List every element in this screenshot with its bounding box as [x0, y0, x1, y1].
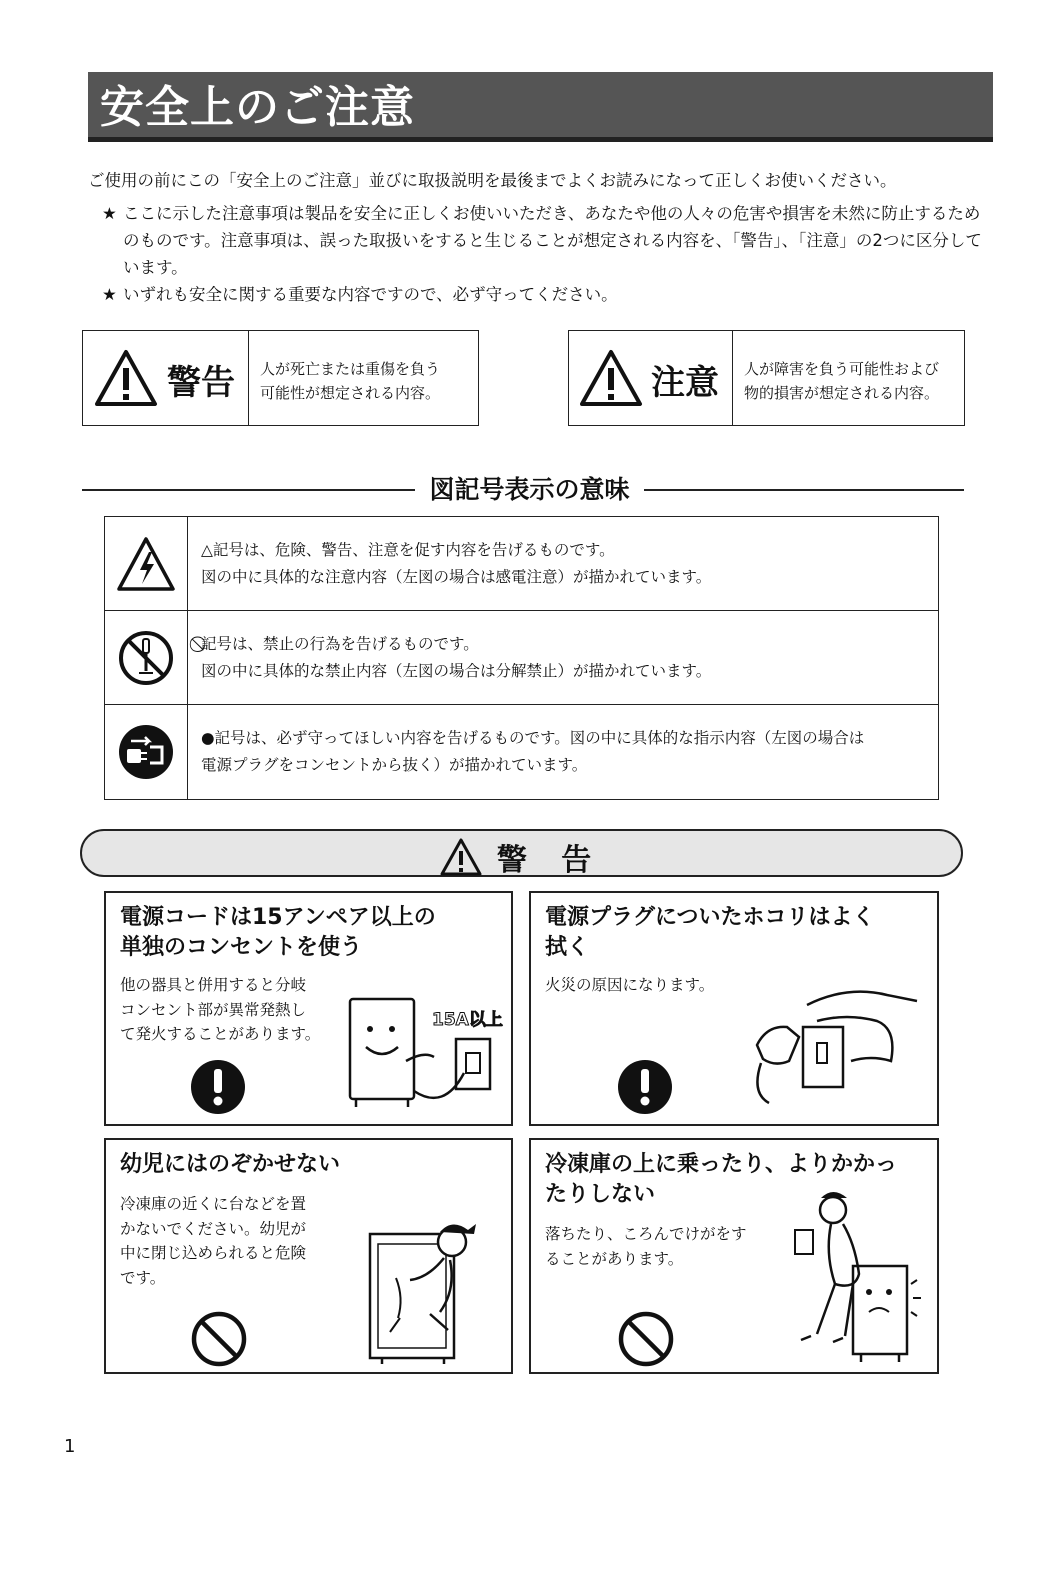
card-title: 幼児にはのぞかせない: [120, 1152, 341, 1177]
legend-caution-desc: 人が障害を負う可能性および: [744, 360, 940, 378]
warning-triangle-icon: [440, 838, 482, 876]
leaning-person-illustration: [771, 1188, 931, 1368]
card-body-line: です。: [120, 1268, 166, 1287]
star-icon: ★: [102, 285, 117, 304]
illustration-label: 15A以上: [432, 1010, 503, 1030]
card-title: 単独のコンセントを使う: [120, 935, 363, 960]
symbol-description: 図の中に具体的な注意内容（左図の場合は感電注意）が描かれています。: [201, 568, 712, 586]
card-body-line: かないでください。幼児が: [120, 1219, 307, 1238]
intro-text: ご使用の前にこの「安全上のご注意」並びに取扱説明を最後までよくお読みになって正しくお使いください。: [88, 171, 897, 190]
card-title: たりしない: [545, 1182, 656, 1207]
legend-caution: [568, 330, 965, 426]
warning-triangle-icon: [94, 349, 158, 407]
card-body-line: 他の器具と併用すると分岐: [120, 976, 307, 994]
warning-card: [529, 1138, 939, 1374]
card-title: 電源コードは15アンペア以上の: [120, 905, 436, 930]
table-row: [105, 611, 938, 705]
legend-warning-desc: 人が死亡または重傷を負う: [260, 360, 441, 378]
card-body-line: 落ちたり、ころんでけがをす: [545, 1225, 747, 1243]
warning-banner: [80, 829, 963, 877]
mandatory-icon: [617, 1059, 673, 1115]
symbol-description: △記号は、危険、警告、注意を促す内容を告げるものです。: [201, 541, 615, 559]
bullet-text: ここに示した注意事項は製品を安全に正しくお使いいただき、あなたや他の人々の危害や損害を未然に防止するためのものです。注意事項は、誤った取扱いをすると生じることが想定される内容を、「警告」、「注意」の2つに区分しています。: [123, 204, 982, 277]
card-body-line: コンセント部が異常発熱し: [120, 1000, 307, 1019]
card-title: 冷凍庫の上に乗ったり、よりかかっ: [545, 1152, 898, 1177]
legend-warning-desc: 可能性が想定される内容。: [260, 384, 441, 402]
section-title: 図記号表示の意味: [0, 472, 1059, 508]
card-body-line: て発火することがあります。: [120, 1025, 321, 1043]
table-row: [105, 705, 938, 799]
star-icon: ★: [102, 204, 117, 223]
child-freezer-illustration: [360, 1218, 500, 1368]
card-body-line: 冷凍庫の近くに台などを置: [120, 1195, 307, 1213]
warning-card: [104, 891, 513, 1126]
prohibited-icon: [617, 1310, 675, 1368]
no-disassembly-icon: [117, 629, 175, 687]
bullet-item: [102, 281, 982, 308]
card-title: 拭く: [545, 935, 590, 960]
legend-warning: [82, 330, 479, 426]
symbol-table: [104, 516, 939, 800]
symbol-description: 電源プラグをコンセントから抜く）が描かれています。: [201, 756, 588, 774]
symbol-description: ●記号は、必ず守ってほしい内容を告げるものです。図の中に具体的な指示内容（左図の場合は: [201, 729, 865, 747]
page-number: 1: [64, 1436, 76, 1457]
electric-shock-warning-icon: [116, 536, 176, 592]
legend-warning-label: 警告: [167, 363, 235, 403]
bullet-text: いずれも安全に関する重要な内容ですので、必ず守ってください。: [123, 285, 618, 304]
plug-cleaning-illustration: [747, 985, 927, 1115]
page-title: 安全上のご注意: [100, 82, 415, 133]
warning-card: [104, 1138, 513, 1374]
bullet-item: [102, 200, 982, 281]
prohibited-icon: [190, 1310, 248, 1368]
symbol-description: 図の中に具体的な禁止内容（左図の場合は分解禁止）が描かれています。: [201, 662, 712, 680]
card-body-line: 火災の原因になります。: [545, 976, 715, 994]
unplug-instruction-icon: [117, 723, 175, 781]
mandatory-icon: [190, 1059, 246, 1115]
symbol-description: ⃠記号は、禁止の行為を告げるものです。: [201, 635, 479, 653]
card-title: 電源プラグについたホコリはよく: [545, 905, 875, 930]
table-row: [105, 517, 938, 611]
warning-card: [529, 891, 939, 1126]
warning-banner-label: 警 告: [496, 843, 604, 878]
bullet-list: [102, 200, 982, 308]
warning-triangle-icon: [579, 349, 643, 407]
card-body-line: 中に閉じ込められると危険: [120, 1244, 307, 1262]
legend-caution-desc: 物的損害が想定される内容。: [744, 384, 940, 402]
card-body-line: ることがあります。: [545, 1249, 684, 1268]
legend-caution-label: 注意: [651, 363, 719, 403]
